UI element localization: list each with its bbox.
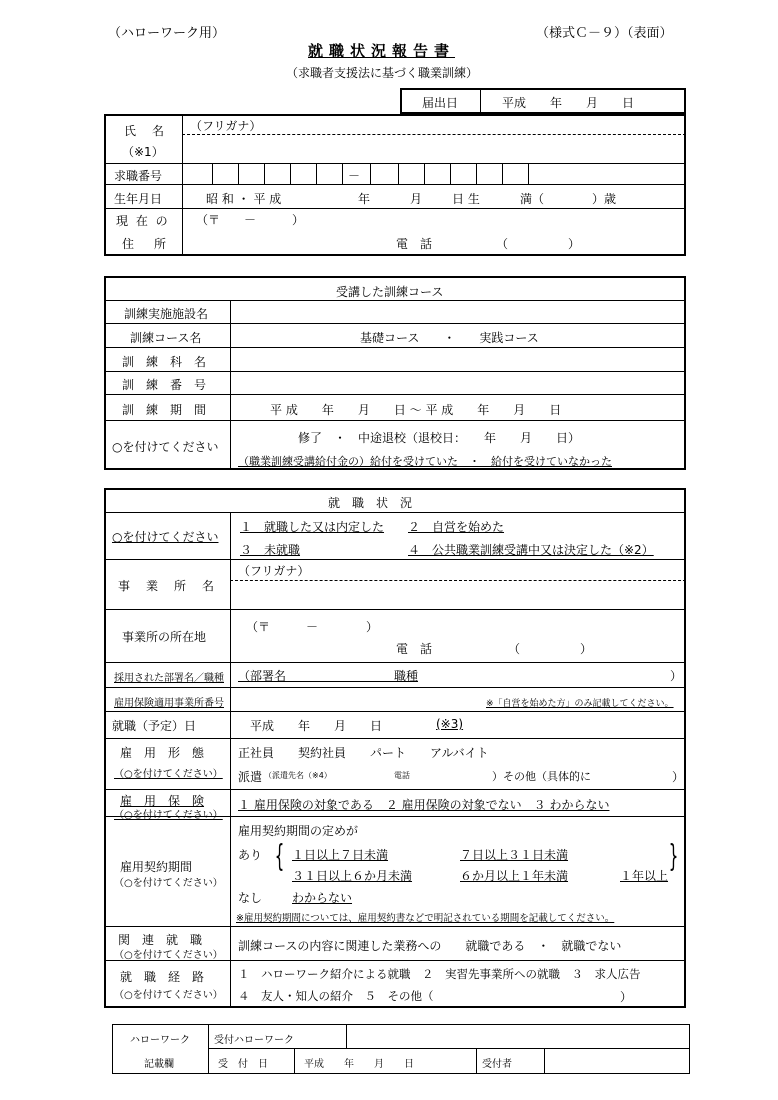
training-course-header: 受講した訓練コース xyxy=(336,285,444,299)
job-seeker-number-label: 求職番号 xyxy=(114,169,163,183)
employment-option-2[interactable]: ２ 自営を始めた xyxy=(408,520,505,534)
related-employment-circle: （○を付けてください） xyxy=(114,950,223,961)
office-address-label: 事業所の所在地 xyxy=(122,630,207,644)
receipt-hw-field[interactable] xyxy=(350,1027,686,1047)
right-brace: } xyxy=(668,839,679,874)
dept-field[interactable]: （部署名 職種 xyxy=(238,669,419,683)
address-label-2: 住 所 xyxy=(122,237,171,251)
employment-option-4[interactable]: ４ 公共職業訓練受講中又は決定した（※2） xyxy=(408,543,654,557)
employment-insurance-label: 雇 用 保 険 xyxy=(120,794,205,808)
related-employment-options[interactable]: 訓練コースの内容に関連した業務への 就職である ・ 就職でない xyxy=(238,939,622,953)
receiver-label: 受付者 xyxy=(482,1059,512,1070)
office-phone-field[interactable]: （ ） xyxy=(508,642,593,656)
submit-date-label: 届出日 xyxy=(422,96,459,110)
employment-option-1[interactable]: １ 就職した又は内定した xyxy=(240,520,385,534)
contract-option-2[interactable]: ７日以上３１日未満 xyxy=(460,848,569,862)
course-name-label: 訓練コース名 xyxy=(130,331,202,345)
completion-options[interactable]: 修了 ・ 中途退校（退校日： 年 月 日） xyxy=(298,431,581,445)
contract-option-1[interactable]: １日以上７日未満 xyxy=(292,848,389,862)
office-name-label: 事 業 所 名 xyxy=(118,579,217,593)
other-type-close: ） xyxy=(672,770,685,784)
form-code-label: （様式Ｃ－９）（表面） xyxy=(536,26,673,41)
office-phone-label: 電 話 xyxy=(396,642,433,656)
employment-insurance-circle: （○を付けてください） xyxy=(114,810,223,821)
training-number-field[interactable] xyxy=(232,373,682,393)
receiver-field[interactable] xyxy=(548,1051,686,1071)
birth-day[interactable]: 日 生 xyxy=(452,192,480,206)
contract-option-3[interactable]: ３１日以上６か月未満 xyxy=(292,869,413,883)
name-field[interactable] xyxy=(190,140,680,160)
phone-label: 電 話 xyxy=(396,237,433,251)
employment-route-close: ） xyxy=(620,990,633,1004)
training-number-label: 訓 練 番 号 xyxy=(122,378,207,392)
employment-route-circle: （○を付けてください） xyxy=(114,990,223,1001)
receipt-date-field[interactable]: 平成 年 月 日 xyxy=(304,1059,414,1070)
birth-year[interactable]: 年 xyxy=(358,192,371,206)
address-label: 現 在 の xyxy=(116,214,170,228)
employment-route-options-2[interactable]: ４ 友人・知人の紹介 ５ その他（ xyxy=(238,989,434,1003)
contract-option-4[interactable]: ６か月以上１年未満 xyxy=(460,869,569,883)
submit-date-field[interactable]: 平成 年 月 日 xyxy=(502,96,635,110)
page-title: 就職状況報告書 xyxy=(308,42,456,60)
contract-question: 雇用契約期間の定めが xyxy=(238,824,359,838)
birthdate-label: 生年月日 xyxy=(114,192,163,206)
dispatch-name-field[interactable]: （派遣先名（※4） xyxy=(264,771,332,780)
phone-field[interactable]: （ ） xyxy=(496,237,581,251)
completion-circle-label: ○を付けてください xyxy=(112,440,219,454)
employment-option-3[interactable]: ３ 未就職 xyxy=(240,543,301,557)
contract-note: ※雇用契約期間については、雇用契約書などで明記されている期間を記載してください。 xyxy=(236,913,615,924)
training-period-label: 訓 練 期 間 xyxy=(122,403,207,417)
employment-route-label: 就 職 経 路 xyxy=(120,970,205,984)
form-usage-label: （ハローワーク用） xyxy=(108,26,226,41)
dispatch-phone-label: 電話 xyxy=(394,771,410,780)
dept-label: 採用された部署名／職種 xyxy=(114,673,224,684)
dept-close: ） xyxy=(670,669,683,683)
course-type-options[interactable]: 基礎コース ・ 実践コース xyxy=(360,331,539,345)
address-postal-field[interactable]: （〒 － ） xyxy=(196,213,305,227)
training-period-field[interactable]: 平 成 年 月 日 ～ 平 成 年 月 日 xyxy=(270,403,562,417)
facility-field[interactable] xyxy=(232,302,682,322)
birth-era-options[interactable]: 昭 和 ・ 平 成 xyxy=(206,192,282,206)
insurance-number-label: 雇用保険適用事業所番号 xyxy=(114,698,224,709)
subject-field[interactable] xyxy=(232,349,682,369)
benefit-options[interactable]: （職業訓練受講給付金の）給付を受けていた ・ 給付を受けていなかった xyxy=(238,455,612,468)
personal-info-section xyxy=(104,114,686,256)
receipt-date-label: 受 付 日 xyxy=(218,1059,268,1070)
office-name-field[interactable] xyxy=(236,584,682,606)
employment-type-circle: （○を付けてください） xyxy=(114,769,223,780)
name-note: （※1） xyxy=(122,145,164,159)
contract-option-5[interactable]: １年以上 xyxy=(620,869,669,883)
office-furigana-field[interactable]: （フリガナ） xyxy=(238,564,310,578)
left-brace: { xyxy=(274,839,285,874)
office-postal-field[interactable]: （〒 － ） xyxy=(246,620,379,634)
hw-label: ハローワーク xyxy=(130,1035,190,1046)
contract-unknown-option[interactable]: わからない xyxy=(292,891,353,905)
record-label: 記載欄 xyxy=(144,1059,174,1070)
birth-age[interactable]: 満（ ）歳 xyxy=(520,192,617,206)
employment-type-label: 雇 用 形 態 xyxy=(120,746,205,760)
birth-month[interactable]: 月 xyxy=(410,192,423,206)
subject-label: 訓 練 科 名 xyxy=(122,355,207,369)
employment-date-note: (※3) xyxy=(436,717,464,731)
contract-no-option[interactable]: なし xyxy=(238,891,263,905)
employment-type-options[interactable]: 正社員 契約社員 パート アルバイト xyxy=(238,746,489,760)
employment-route-options-1[interactable]: １ ハローワーク紹介による就職 ２ 実習先事業所への就職 ３ 求人広告 xyxy=(238,967,641,981)
name-label: 氏 名 xyxy=(124,124,167,138)
name-furigana-field[interactable]: （フリガナ） xyxy=(190,119,262,133)
employment-date-label: 就職（予定）日 xyxy=(112,719,197,733)
employment-circle-label: ○を付けてください xyxy=(112,530,219,544)
other-type-field[interactable]: ）その他（具体的に xyxy=(492,770,591,783)
contract-yes-option[interactable]: あり xyxy=(238,848,263,862)
contract-period-circle: （○を付けてください） xyxy=(114,878,223,889)
job-seeker-dash: － xyxy=(348,169,361,183)
contract-period-label: 雇用契約期間 xyxy=(120,860,193,874)
related-employment-label: 関 連 就 職 xyxy=(118,933,203,947)
employment-date-field[interactable]: 平成 年 月 日 xyxy=(250,719,383,733)
employment-insurance-options[interactable]: １ 雇用保険の対象である ２ 雇用保険の対象でない ３ わからない xyxy=(238,798,610,812)
employment-header: 就 職 状 況 xyxy=(328,496,413,510)
receipt-hw-label: 受付ハローワーク xyxy=(214,1035,294,1046)
page-subtitle: （求職者支援法に基づく職業訓練） xyxy=(286,66,479,80)
dispatch-option[interactable]: 派遣 xyxy=(238,770,263,784)
facility-label: 訓練実施施設名 xyxy=(124,307,209,321)
insurance-number-note: ※「自営を始めた方」のみ記載してください。 xyxy=(486,699,674,709)
